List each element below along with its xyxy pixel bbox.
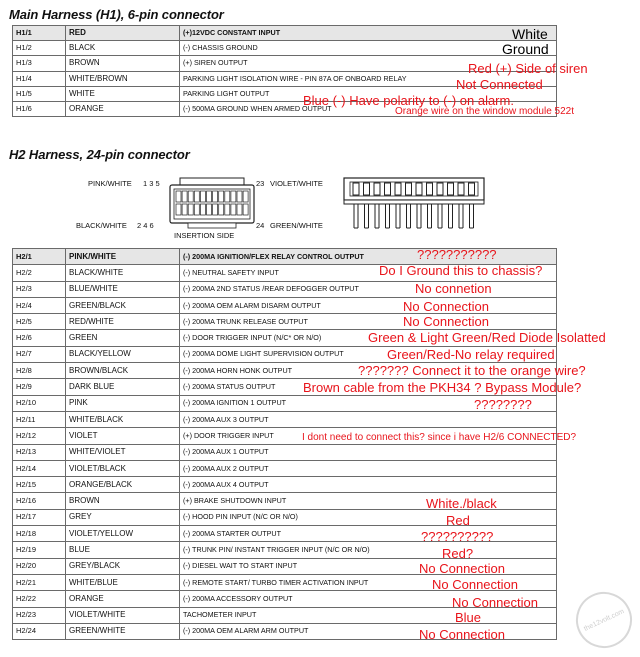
h2-row xyxy=(13,558,557,574)
function-cell: (-) DIESEL WAIT TO START INPUT xyxy=(180,558,557,574)
h1-table xyxy=(12,25,557,117)
h2-row xyxy=(13,607,557,623)
h1-note-4: Not Connected xyxy=(456,77,543,92)
h2-row xyxy=(13,444,557,460)
connector-side-slot xyxy=(385,183,391,195)
function-cell: (-) CHASSIS GROUND xyxy=(180,41,557,56)
connector-pin-cavity xyxy=(200,204,205,215)
h2-note-9: Brown cable from the PKH34 ? Bypass Module? xyxy=(303,380,582,395)
pin-cell: H2/10 xyxy=(13,395,66,411)
pin-cell: H1/1 xyxy=(13,26,66,41)
h2-note-19: Blue xyxy=(455,610,482,625)
diagram-pins-bottom: 2 4 6 xyxy=(137,221,154,230)
connector-terminal xyxy=(396,204,400,228)
function-cell: (-) 200MA AUX 1 OUTPUT xyxy=(180,444,557,460)
connector-side-slot xyxy=(395,183,401,195)
function-cell: (-) 200MA STARTER OUTPUT xyxy=(180,526,557,542)
wire-color-cell: WHITE/VIOLET xyxy=(66,444,180,460)
wire-color-cell: ORANGE xyxy=(66,101,180,116)
h2-row xyxy=(13,493,557,509)
h2-row xyxy=(13,428,557,444)
wire-color-cell: BROWN xyxy=(66,56,180,71)
connector-pin-cavity xyxy=(207,191,212,202)
h2-note-4: No Connection xyxy=(403,299,489,314)
function-cell: (-) TRUNK PIN/ INSTANT TRIGGER INPUT (N/C OR N/O) xyxy=(180,542,557,558)
wire-color-cell: GREEN xyxy=(66,330,180,346)
h2-row xyxy=(13,591,557,607)
wire-color-cell: PINK xyxy=(66,395,180,411)
h2-row xyxy=(13,297,557,313)
wire-color-cell: GREEN/WHITE xyxy=(66,623,180,639)
function-cell: (+) DOOR TRIGGER INPUT xyxy=(180,428,557,444)
connector-terminal xyxy=(438,204,442,228)
h1-note-6: Orange wire on the window module 522t xyxy=(395,106,574,117)
wire-color-cell: VIOLET/BLACK xyxy=(66,460,180,476)
wire-color-cell: GREY/BLACK xyxy=(66,558,180,574)
pin-cell: H1/5 xyxy=(13,86,66,101)
wire-color-cell: VIOLET xyxy=(66,428,180,444)
connector-pin-cavity xyxy=(219,191,224,202)
connector-pin-cavity xyxy=(237,204,242,215)
h2-note-11: I dont need to connect this? since i have H2/6 CONNECTED? xyxy=(302,432,577,443)
connector-pin-cavity xyxy=(188,204,193,215)
wire-color-cell: RED xyxy=(66,26,180,41)
pin-cell: H2/5 xyxy=(13,314,66,330)
function-cell: (-) 200MA AUX 4 OUTPUT xyxy=(180,477,557,493)
h2-row xyxy=(13,623,557,639)
wire-color-cell: ORANGE xyxy=(66,591,180,607)
diagram-black-white-label: BLACK/WHITE xyxy=(76,221,127,230)
h2-row xyxy=(13,265,557,281)
function-cell: (+)12VDC CONSTANT INPUT xyxy=(180,26,557,41)
connector-terminal xyxy=(386,204,390,228)
connector-pin-cavity xyxy=(188,191,193,202)
wire-color-cell: WHITE/BLUE xyxy=(66,574,180,590)
pin-cell: H2/2 xyxy=(13,265,66,281)
wire-color-cell: BLUE xyxy=(66,542,180,558)
h1-note-2: Ground xyxy=(502,41,549,57)
wire-color-cell: BROWN xyxy=(66,493,180,509)
function-cell: (-) 200MA OEM ALARM ARM OUTPUT xyxy=(180,623,557,639)
function-cell: (+) BRAKE SHUTDOWN INPUT xyxy=(180,493,557,509)
h2-note-3: No connetion xyxy=(415,281,492,296)
connector-pin-cavity xyxy=(243,191,248,202)
the12volt-seal-icon: the12volt.com xyxy=(567,583,640,657)
h2-row xyxy=(13,281,557,297)
connector-pin-cavity xyxy=(231,204,236,215)
h2-note-1: ??????????? xyxy=(417,247,497,262)
h1-heading-bold: Main Harness (H1), xyxy=(9,7,125,22)
h2-table xyxy=(12,248,557,640)
h2-note-16: No Connection xyxy=(419,561,505,576)
pin-cell: H1/3 xyxy=(13,56,66,71)
h2-row xyxy=(13,379,557,395)
connector-pin-cavity xyxy=(237,191,242,202)
h2-row xyxy=(13,395,557,411)
function-cell: (-) 200MA IGNITION/FLEX RELAY CONTROL OUTPUT xyxy=(180,249,557,265)
wire-color-cell: BLUE/WHITE xyxy=(66,281,180,297)
connector-side-slot xyxy=(448,183,454,195)
connector-pin-cavity xyxy=(213,204,218,215)
function-cell: (-) 200MA IGNITION 1 OUTPUT xyxy=(180,395,557,411)
function-cell: (+) SIREN OUTPUT xyxy=(180,56,557,71)
function-cell: (-) NEUTRAL SAFETY INPUT xyxy=(180,265,557,281)
wire-color-cell: VIOLET/WHITE xyxy=(66,607,180,623)
wire-color-cell: GREY xyxy=(66,509,180,525)
pin-cell: H2/1 xyxy=(13,249,66,265)
h1-note-3: Red (+) Side of siren xyxy=(468,61,588,76)
h2-note-2: Do I Ground this to chassis? xyxy=(379,263,543,278)
pin-cell: H2/4 xyxy=(13,297,66,313)
h2-heading-bold: H2 Harness, xyxy=(9,147,84,162)
connector-pin-cavity xyxy=(194,191,199,202)
h2-note-10: ???????? xyxy=(474,397,532,412)
pin-cell: H2/9 xyxy=(13,379,66,395)
h2-note-6: Green & Light Green/Red Diode Isolatted xyxy=(368,330,606,345)
connector-terminal xyxy=(459,204,463,228)
connector-side-slot xyxy=(437,183,443,195)
connector-terminal xyxy=(365,204,369,228)
diagram-pins-top: 1 3 5 xyxy=(143,179,160,188)
h2-note-13: Red xyxy=(446,513,470,528)
h2-row xyxy=(13,346,557,362)
wire-color-cell: RED/WHITE xyxy=(66,314,180,330)
connector-terminal xyxy=(428,204,432,228)
diagram-pin-24: 24 xyxy=(256,221,265,230)
connector-pin-cavity xyxy=(231,191,236,202)
pin-cell: H2/20 xyxy=(13,558,66,574)
pin-cell: H2/16 xyxy=(13,493,66,509)
connector-terminal xyxy=(375,204,379,228)
function-cell: (-) REMOTE START/ TURBO TIMER ACTIVATION INPUT xyxy=(180,574,557,590)
pin-cell: H2/18 xyxy=(13,526,66,542)
h1-note-5: Blue (-) Have polarity to (-) on alarm. xyxy=(303,93,514,108)
pin-cell: H2/8 xyxy=(13,363,66,379)
connector-front-diagram xyxy=(168,176,256,232)
h2-row xyxy=(13,542,557,558)
pin-cell: H2/12 xyxy=(13,428,66,444)
function-cell: (-) 200MA ACCESSORY OUTPUT xyxy=(180,591,557,607)
h2-row xyxy=(13,314,557,330)
h1-note-1: White xyxy=(512,26,548,42)
function-cell: (-) 200MA DOME LIGHT SUPERVISION OUTPUT xyxy=(180,346,557,362)
connector-pin-cavity xyxy=(182,191,187,202)
h2-note-7: Green/Red-No relay required xyxy=(387,347,555,362)
pin-cell: H2/7 xyxy=(13,346,66,362)
wire-color-cell: BLACK xyxy=(66,41,180,56)
connector-pin-cavity xyxy=(213,191,218,202)
h2-note-12: White./black xyxy=(426,496,497,511)
function-cell: (-) 500MA GROUND WHEN ARMED OUTPUT xyxy=(180,101,557,116)
connector-pin-cavity xyxy=(243,204,248,215)
pin-cell: H2/15 xyxy=(13,477,66,493)
diagram-insertion-side-label: INSERTION SIDE xyxy=(174,231,235,240)
connector-side-diagram xyxy=(340,174,490,240)
pin-cell: H2/24 xyxy=(13,623,66,639)
connector-pin-cavity xyxy=(225,204,230,215)
pin-cell: H2/6 xyxy=(13,330,66,346)
h2-row xyxy=(13,411,557,427)
connector-side-slot xyxy=(374,183,380,195)
pin-cell: H2/17 xyxy=(13,509,66,525)
pin-cell: H2/22 xyxy=(13,591,66,607)
pin-cell: H1/2 xyxy=(13,41,66,56)
function-cell: (-) DOOR TRIGGER INPUT (N/C* OR N/O) xyxy=(180,330,557,346)
connector-terminal xyxy=(470,204,474,228)
connector-terminal xyxy=(417,204,421,228)
connector-pin-cavity xyxy=(194,204,199,215)
wire-color-cell: BROWN/BLACK xyxy=(66,363,180,379)
h2-note-15: Red? xyxy=(442,546,474,561)
h2-note-5: No Connection xyxy=(403,314,489,329)
wire-color-cell: DARK BLUE xyxy=(66,379,180,395)
connector-side-slot xyxy=(416,183,422,195)
h2-note-20: No Connection xyxy=(419,627,505,642)
h2-row xyxy=(13,574,557,590)
function-cell: (-) 200MA 2ND STATUS /REAR DEFOGGER OUTPUT xyxy=(180,281,557,297)
connector-pin-cavity xyxy=(176,191,181,202)
h1-heading xyxy=(9,7,224,22)
h2-note-8: ??????? Connect it to the orange wire? xyxy=(358,363,586,378)
pin-cell: H2/3 xyxy=(13,281,66,297)
h2-note-14: ?????????? xyxy=(421,529,494,544)
connector-pin-cavity xyxy=(176,204,181,215)
function-cell: (-) HOOD PIN INPUT (N/C OR N/O) xyxy=(180,509,557,525)
diagram-green-white-label: GREEN/WHITE xyxy=(270,221,323,230)
diagram-pin-23: 23 xyxy=(256,179,265,188)
connector-side-slot xyxy=(364,183,370,195)
h2-heading xyxy=(9,147,190,162)
connector-side-slot xyxy=(427,183,433,195)
pin-cell: H2/14 xyxy=(13,460,66,476)
connector-side-slot xyxy=(458,183,464,195)
h2-row xyxy=(13,249,557,265)
connector-pin-cavity xyxy=(207,204,212,215)
function-cell: PARKING LIGHT ISOLATION WIRE - PIN 87A OF ONBOARD RELAY xyxy=(180,71,557,86)
h2-row xyxy=(13,330,557,346)
wire-color-cell: BLACK/WHITE xyxy=(66,265,180,281)
h1-row xyxy=(13,86,557,101)
function-cell: PARKING LIGHT OUTPUT xyxy=(180,86,557,101)
connector-terminal xyxy=(354,204,358,228)
wire-color-cell: GREEN/BLACK xyxy=(66,297,180,313)
h2-row xyxy=(13,460,557,476)
function-cell: (-) 200MA STATUS OUTPUT xyxy=(180,379,557,395)
wire-color-cell: BLACK/YELLOW xyxy=(66,346,180,362)
connector-terminal xyxy=(449,204,453,228)
wire-color-cell: ORANGE/BLACK xyxy=(66,477,180,493)
wire-color-cell: WHITE/BROWN xyxy=(66,71,180,86)
pin-cell: H2/13 xyxy=(13,444,66,460)
pin-cell: H2/19 xyxy=(13,542,66,558)
h2-row xyxy=(13,526,557,542)
h1-heading-rest: 6-pin connector xyxy=(124,7,224,22)
h2-row xyxy=(13,477,557,493)
pin-cell: H2/21 xyxy=(13,574,66,590)
h2-row xyxy=(13,509,557,525)
connector-pin-cavity xyxy=(200,191,205,202)
h1-row xyxy=(13,41,557,56)
h1-row xyxy=(13,56,557,71)
connector-pin-cavity xyxy=(219,204,224,215)
diagram-pink-white-label: PINK/WHITE xyxy=(88,179,132,188)
h1-row xyxy=(13,26,557,41)
connector-pin-cavity xyxy=(225,191,230,202)
function-cell: (-) 200MA OEM ALARM DISARM OUTPUT xyxy=(180,297,557,313)
h2-note-17: No Connection xyxy=(432,577,518,592)
pin-cell: H1/6 xyxy=(13,101,66,116)
function-cell: (-) 200MA TRUNK RELEASE OUTPUT xyxy=(180,314,557,330)
function-cell: (-) 200MA HORN HONK OUTPUT xyxy=(180,363,557,379)
pin-cell: H2/23 xyxy=(13,607,66,623)
h1-row xyxy=(13,101,557,116)
pin-cell: H2/11 xyxy=(13,411,66,427)
wire-color-cell: WHITE/BLACK xyxy=(66,411,180,427)
function-cell: TACHOMETER INPUT xyxy=(180,607,557,623)
function-cell: (-) 200MA AUX 3 OUTPUT xyxy=(180,411,557,427)
wire-color-cell: PINK/WHITE xyxy=(66,249,180,265)
connector-side-slot xyxy=(469,183,475,195)
connector-side-slot xyxy=(353,183,359,195)
pin-cell: H1/4 xyxy=(13,71,66,86)
diagram-violet-white-label: VIOLET/WHITE xyxy=(270,179,323,188)
wire-color-cell: VIOLET/YELLOW xyxy=(66,526,180,542)
connector-pin-cavity xyxy=(182,204,187,215)
h2-heading-rest: 24-pin connector xyxy=(83,147,190,162)
function-cell: (-) 200MA AUX 2 OUTPUT xyxy=(180,460,557,476)
h1-row xyxy=(13,71,557,86)
wire-color-cell: WHITE xyxy=(66,86,180,101)
connector-terminal xyxy=(407,204,411,228)
connector-side-slot xyxy=(406,183,412,195)
h2-row xyxy=(13,363,557,379)
h2-note-18: No Connection xyxy=(452,595,538,610)
